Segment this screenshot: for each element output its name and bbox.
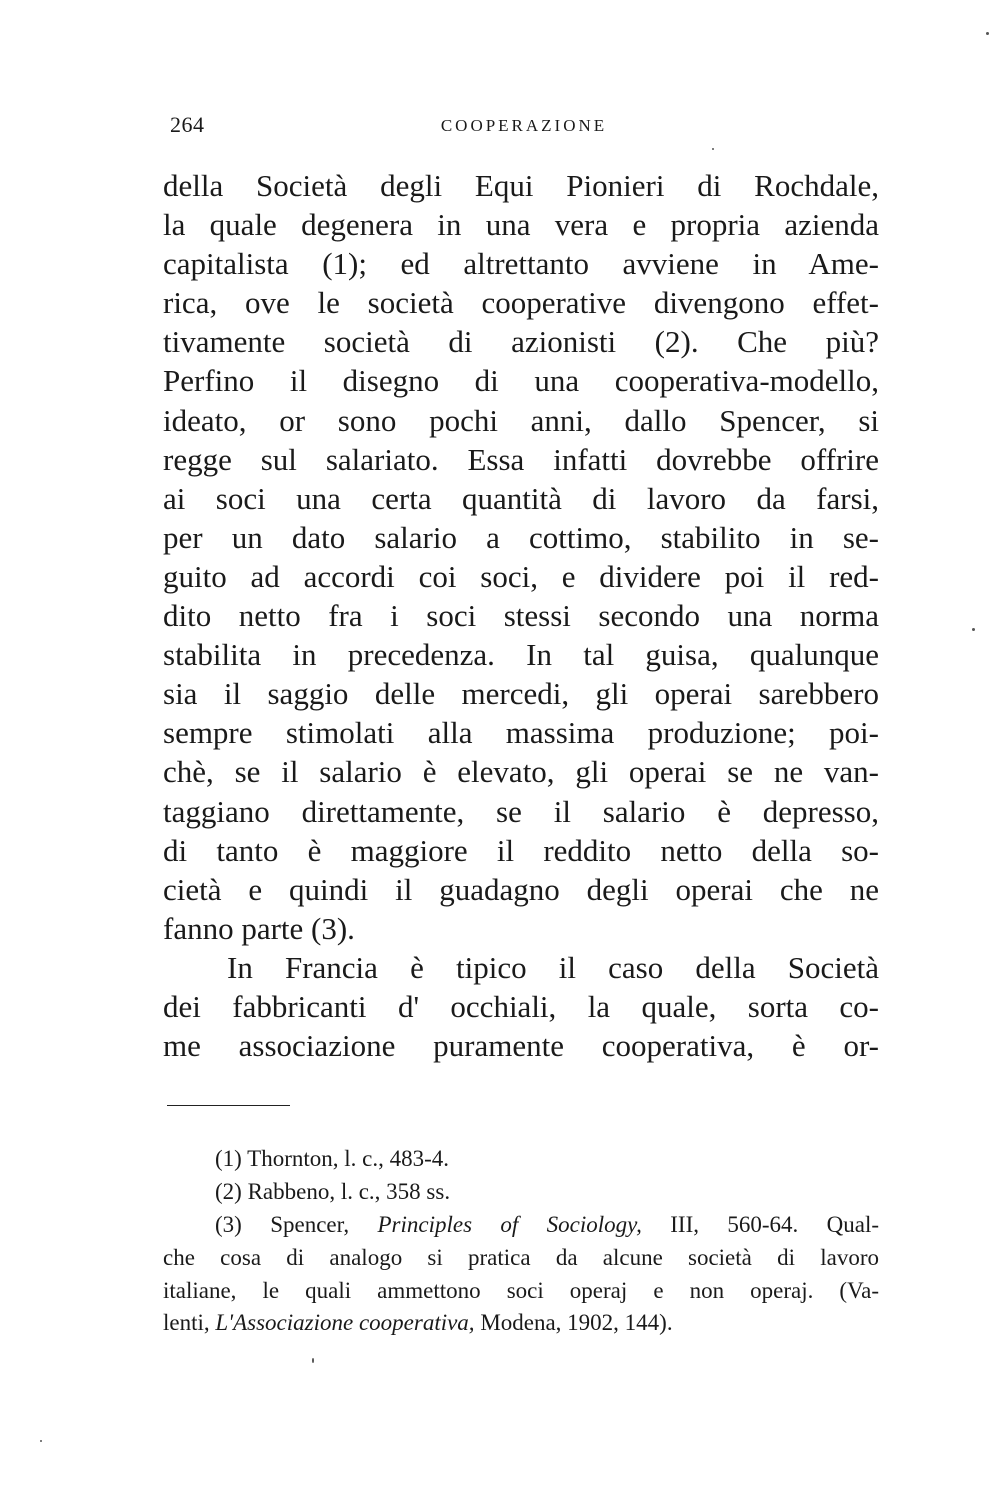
text-line: di tanto è maggiore il reddito netto della so- (163, 832, 879, 868)
footnote-2: (2) Rabbeno, l. c., 358 ss. (215, 1178, 451, 1204)
text-line: sia il saggio delle mercedi, gli operai sarebbero (163, 676, 879, 712)
cited-title: L'Associazione cooperativa, (215, 1310, 475, 1336)
text-line: cietà e quindi il guadagno degli operai che ne (163, 871, 879, 907)
text-line: tivamente società di azionisti (2). Che più? (163, 324, 879, 360)
cited-title: Principles of Sociology, (377, 1211, 642, 1237)
paragraph-end-line: fanno parte (3). (163, 910, 355, 946)
footnote-3-text: III, 560-64. Qual- (670, 1211, 880, 1237)
text-line: rica, ove le società cooperative divengono effet- (163, 285, 879, 321)
scan-speck (40, 1440, 42, 1442)
footnote-3-ref: (3) Spencer, (215, 1211, 350, 1237)
text-line: chè, se il salario è elevato, gli operai se ne van- (163, 754, 879, 790)
footnote-3-line: che cosa di analogo si pratica da alcune società di lavoro (163, 1244, 879, 1270)
scan-speck (972, 628, 975, 631)
running-title: COOPERAZIONE (440, 116, 608, 135)
footnote-3-line (163, 1307, 879, 1340)
scan-speck (312, 1358, 314, 1363)
text-line: capitalista (1); ed altrettanto avviene in Ame- (163, 246, 879, 282)
text-line: regge sul salariato. Essa infatti dovrebbe offrire (163, 441, 879, 477)
text-line: ai soci una certa quantità di lavoro da farsi, (163, 480, 879, 516)
footnote-3-text: lenti, (163, 1310, 210, 1336)
page-header (170, 112, 878, 142)
body-text (163, 166, 879, 1065)
text-line: dei fabbricanti d' occhiali, la quale, sorta co- (163, 988, 879, 1024)
text-line: sempre stimolati alla massima produzione; poi- (163, 715, 879, 751)
text-line: Perfino il disegno di una cooperativa-modello, (163, 363, 879, 399)
text-line: la quale degenera in una vera e propria azienda (163, 207, 879, 243)
footnote-3-text: Modena, 1902, 144). (480, 1310, 673, 1336)
text-line: della Società degli Equi Pionieri di Rochdale, (163, 168, 879, 203)
footnotes (163, 1143, 879, 1340)
footnote-3-line (163, 1209, 879, 1242)
page-number: 264 (170, 112, 205, 137)
paragraph-start-line: In Francia è tipico il caso della Società (227, 949, 879, 985)
scan-speck (712, 148, 714, 150)
footnote-1: (1) Thornton, l. c., 483-4. (215, 1146, 450, 1171)
scan-speck (986, 32, 989, 35)
text-line: guito ad accordi coi soci, e dividere poi il red- (163, 558, 879, 594)
text-line: dito netto fra i soci stessi secondo una norma (163, 598, 879, 634)
text-line: ideato, or sono pochi anni, dallo Spencer, si (163, 402, 879, 438)
footnote-separator (167, 1105, 290, 1106)
text-line: taggiano direttamente, se il salario è depresso, (163, 793, 879, 829)
text-line: stabilita in precedenza. In tal guisa, qualunque (163, 637, 879, 673)
text-line: per un dato salario a cottimo, stabilito in se- (163, 519, 879, 555)
footnote-3-line: italiane, le quali ammettono soci operaj e non operaj. (Va- (163, 1277, 879, 1303)
text-line: me associazione puramente cooperativa, è or- (163, 1028, 879, 1064)
